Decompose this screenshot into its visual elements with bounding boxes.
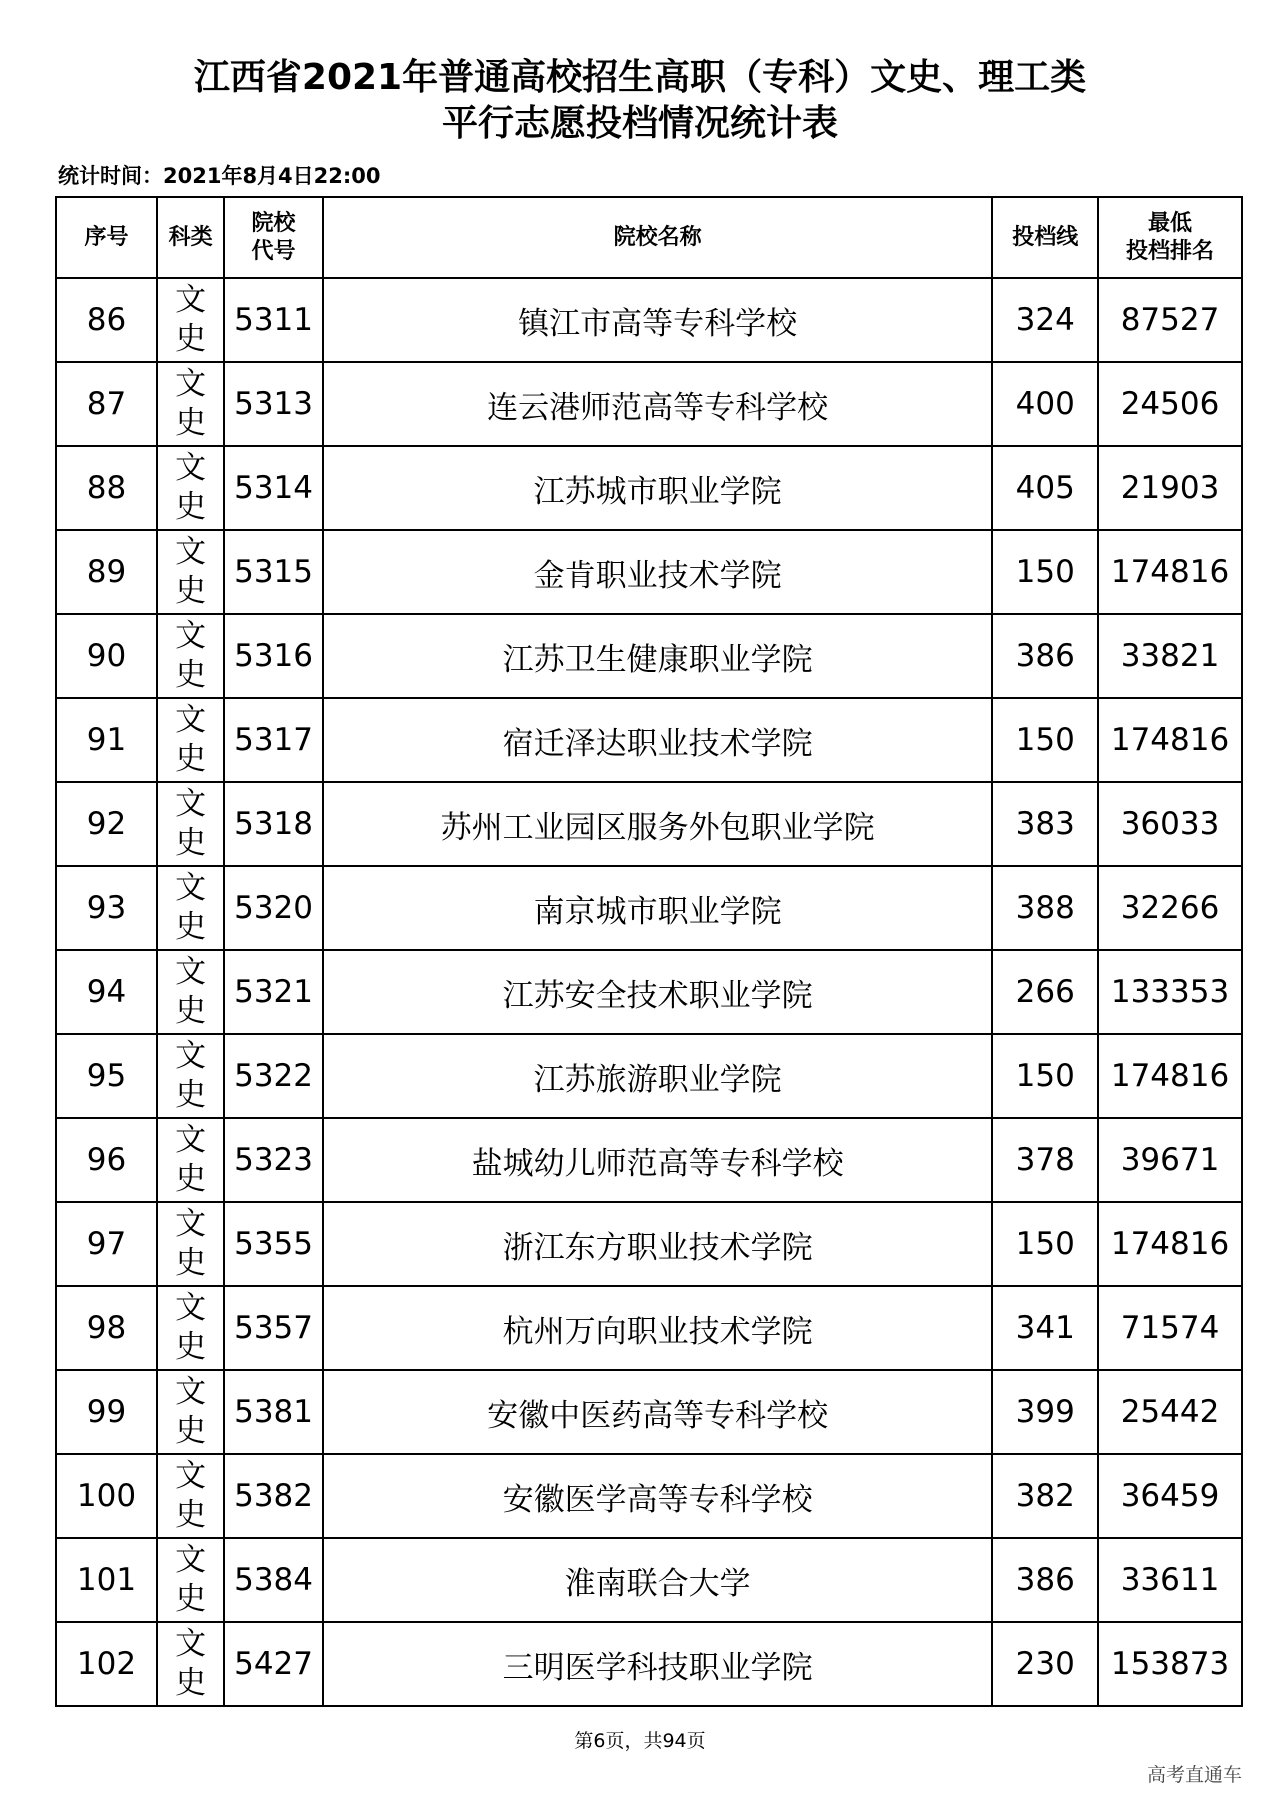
cell-line: 266 [992, 950, 1098, 1034]
cell-category-char1: 文 [175, 1458, 207, 1494]
cell-seq: 92 [56, 782, 157, 866]
cell-category-char2: 史 [175, 405, 207, 441]
table-row [56, 1286, 1242, 1370]
cell-category [157, 278, 224, 362]
cell-seq: 99 [56, 1370, 157, 1454]
cell-category [157, 866, 224, 950]
table-row [56, 1538, 1242, 1622]
table-row [56, 866, 1242, 950]
cell-school-name: 江苏安全技术职业学院 [323, 950, 993, 1034]
cell-school-name: 江苏旅游职业学院 [323, 1034, 993, 1118]
cell-category [157, 1118, 224, 1202]
admission-table [55, 196, 1243, 1707]
cell-category [157, 446, 224, 530]
cell-school-name: 南京城市职业学院 [323, 866, 993, 950]
cell-category-char2: 史 [175, 657, 207, 693]
table-row [56, 614, 1242, 698]
cell-school-name: 宿迁泽达职业技术学院 [323, 698, 993, 782]
cell-category-char1: 文 [175, 1542, 207, 1578]
cell-line: 341 [992, 1286, 1098, 1370]
cell-code: 5381 [224, 1370, 323, 1454]
cell-seq: 101 [56, 1538, 157, 1622]
cell-category-char2: 史 [175, 321, 207, 357]
cell-rank: 32266 [1098, 866, 1242, 950]
cell-code: 5320 [224, 866, 323, 950]
table-row [56, 1118, 1242, 1202]
cell-line: 386 [992, 614, 1098, 698]
cell-school-name: 连云港师范高等专科学校 [323, 362, 993, 446]
header-code-line2: 代号 [251, 238, 296, 264]
header-code [224, 197, 323, 278]
cell-line: 382 [992, 1454, 1098, 1538]
cell-line: 383 [992, 782, 1098, 866]
cell-school-name: 江苏卫生健康职业学院 [323, 614, 993, 698]
cell-category-char2: 史 [175, 489, 207, 525]
cell-school-name: 金肯职业技术学院 [323, 530, 993, 614]
cell-code: 5427 [224, 1622, 323, 1706]
cell-category-char1: 文 [175, 534, 207, 570]
cell-category [157, 1538, 224, 1622]
cell-category [157, 1202, 224, 1286]
table-header-row [56, 197, 1242, 278]
cell-line: 388 [992, 866, 1098, 950]
cell-line: 324 [992, 278, 1098, 362]
cell-category-char1: 文 [175, 282, 207, 318]
cell-category [157, 362, 224, 446]
header-name: 院校名称 [323, 197, 993, 278]
cell-school-name: 三明医学科技职业学院 [323, 1622, 993, 1706]
cell-line: 386 [992, 1538, 1098, 1622]
cell-category-char2: 史 [175, 993, 207, 1029]
cell-category-char1: 文 [175, 366, 207, 402]
cell-rank: 24506 [1098, 362, 1242, 446]
table-row [56, 1454, 1242, 1538]
cell-school-name: 杭州万向职业技术学院 [323, 1286, 993, 1370]
cell-seq: 87 [56, 362, 157, 446]
cell-school-name: 镇江市高等专科学校 [323, 278, 993, 362]
cell-code: 5314 [224, 446, 323, 530]
cell-rank: 87527 [1098, 278, 1242, 362]
cell-seq: 89 [56, 530, 157, 614]
cell-code: 5322 [224, 1034, 323, 1118]
cell-line: 399 [992, 1370, 1098, 1454]
cell-category-char1: 文 [175, 1290, 207, 1326]
cell-category [157, 1286, 224, 1370]
cell-school-name: 安徽医学高等专科学校 [323, 1454, 993, 1538]
cell-category-char1: 文 [175, 1038, 207, 1074]
cell-category-char2: 史 [175, 1581, 207, 1617]
header-line: 投档线 [992, 197, 1098, 278]
table-row [56, 1034, 1242, 1118]
cell-category-char2: 史 [175, 1413, 207, 1449]
cell-line: 230 [992, 1622, 1098, 1706]
table-row [56, 530, 1242, 614]
cell-category [157, 782, 224, 866]
cell-code: 5355 [224, 1202, 323, 1286]
cell-rank: 133353 [1098, 950, 1242, 1034]
cell-school-name: 浙江东方职业技术学院 [323, 1202, 993, 1286]
header-seq: 序号 [56, 197, 157, 278]
cell-category-char1: 文 [175, 1626, 207, 1662]
cell-seq: 96 [56, 1118, 157, 1202]
cell-rank: 71574 [1098, 1286, 1242, 1370]
cell-seq: 100 [56, 1454, 157, 1538]
cell-category-char1: 文 [175, 450, 207, 486]
cell-rank: 36033 [1098, 782, 1242, 866]
table-row [56, 950, 1242, 1034]
cell-code: 5384 [224, 1538, 323, 1622]
cell-rank: 153873 [1098, 1622, 1242, 1706]
cell-seq: 93 [56, 866, 157, 950]
cell-rank: 174816 [1098, 530, 1242, 614]
cell-seq: 97 [56, 1202, 157, 1286]
cell-category [157, 698, 224, 782]
cell-line: 378 [992, 1118, 1098, 1202]
header-rank [1098, 197, 1242, 278]
cell-rank: 39671 [1098, 1118, 1242, 1202]
cell-category-char1: 文 [175, 786, 207, 822]
cell-code: 5313 [224, 362, 323, 446]
cell-code: 5311 [224, 278, 323, 362]
cell-line: 150 [992, 1034, 1098, 1118]
cell-seq: 90 [56, 614, 157, 698]
cell-seq: 94 [56, 950, 157, 1034]
header-code-line1: 院校 [251, 210, 296, 236]
cell-category [157, 1622, 224, 1706]
cell-seq: 91 [56, 698, 157, 782]
cell-category-char2: 史 [175, 741, 207, 777]
cell-rank: 33821 [1098, 614, 1242, 698]
cell-code: 5357 [224, 1286, 323, 1370]
cell-school-name: 苏州工业园区服务外包职业学院 [323, 782, 993, 866]
cell-school-name: 安徽中医药高等专科学校 [323, 1370, 993, 1454]
table-row [56, 1622, 1242, 1706]
table-row [56, 1202, 1242, 1286]
cell-school-name: 盐城幼儿师范高等专科学校 [323, 1118, 993, 1202]
cell-category [157, 1454, 224, 1538]
header-rank-line1: 最低 [1148, 210, 1193, 236]
cell-school-name: 淮南联合大学 [323, 1538, 993, 1622]
cell-category-char2: 史 [175, 1497, 207, 1533]
cell-code: 5316 [224, 614, 323, 698]
cell-code: 5382 [224, 1454, 323, 1538]
cell-category-char1: 文 [175, 954, 207, 990]
cell-category [157, 614, 224, 698]
cell-category-char1: 文 [175, 1122, 207, 1158]
cell-category-char2: 史 [175, 1665, 207, 1701]
cell-code: 5323 [224, 1118, 323, 1202]
cell-code: 5321 [224, 950, 323, 1034]
cell-rank: 21903 [1098, 446, 1242, 530]
page-title-line1: 江西省2021年普通高校招生高职（专科）文史、理工类 [193, 57, 1087, 98]
cell-category-char2: 史 [175, 1245, 207, 1281]
cell-seq: 95 [56, 1034, 157, 1118]
page-title-line2: 平行志愿投档情况统计表 [441, 103, 838, 144]
page-number: 第6页，共94页 [574, 1730, 706, 1752]
cell-school-name: 江苏城市职业学院 [323, 446, 993, 530]
cell-category-char1: 文 [175, 1374, 207, 1410]
cell-category-char1: 文 [175, 618, 207, 654]
cell-category [157, 1370, 224, 1454]
cell-rank: 174816 [1098, 1034, 1242, 1118]
table-row [56, 698, 1242, 782]
cell-line: 150 [992, 698, 1098, 782]
cell-category-char2: 史 [175, 1329, 207, 1365]
cell-rank: 174816 [1098, 1202, 1242, 1286]
cell-category [157, 950, 224, 1034]
watermark-brand: 高考直通车 [1146, 1764, 1242, 1786]
cell-category-char2: 史 [175, 909, 207, 945]
cell-category-char2: 史 [175, 1161, 207, 1197]
table-row [56, 1370, 1242, 1454]
table-row [56, 782, 1242, 866]
header-category: 科类 [157, 197, 224, 278]
cell-line: 400 [992, 362, 1098, 446]
cell-code: 5318 [224, 782, 323, 866]
cell-code: 5315 [224, 530, 323, 614]
cell-line: 405 [992, 446, 1098, 530]
cell-category-char2: 史 [175, 825, 207, 861]
cell-category-char1: 文 [175, 870, 207, 906]
table-row [56, 362, 1242, 446]
cell-line: 150 [992, 1202, 1098, 1286]
cell-rank: 174816 [1098, 698, 1242, 782]
cell-code: 5317 [224, 698, 323, 782]
cell-category-char1: 文 [175, 702, 207, 738]
cell-rank: 25442 [1098, 1370, 1242, 1454]
cell-seq: 102 [56, 1622, 157, 1706]
cell-line: 150 [992, 530, 1098, 614]
header-rank-line2: 投档排名 [1126, 238, 1215, 264]
cell-rank: 33611 [1098, 1538, 1242, 1622]
cell-seq: 98 [56, 1286, 157, 1370]
cell-seq: 86 [56, 278, 157, 362]
statistics-time: 统计时间：2021年8月4日22:00 [58, 164, 381, 188]
cell-category-char1: 文 [175, 1206, 207, 1242]
table-row [56, 278, 1242, 362]
table-row [56, 446, 1242, 530]
cell-category-char2: 史 [175, 573, 207, 609]
cell-category-char2: 史 [175, 1077, 207, 1113]
cell-category [157, 1034, 224, 1118]
cell-seq: 88 [56, 446, 157, 530]
cell-category [157, 530, 224, 614]
cell-rank: 36459 [1098, 1454, 1242, 1538]
